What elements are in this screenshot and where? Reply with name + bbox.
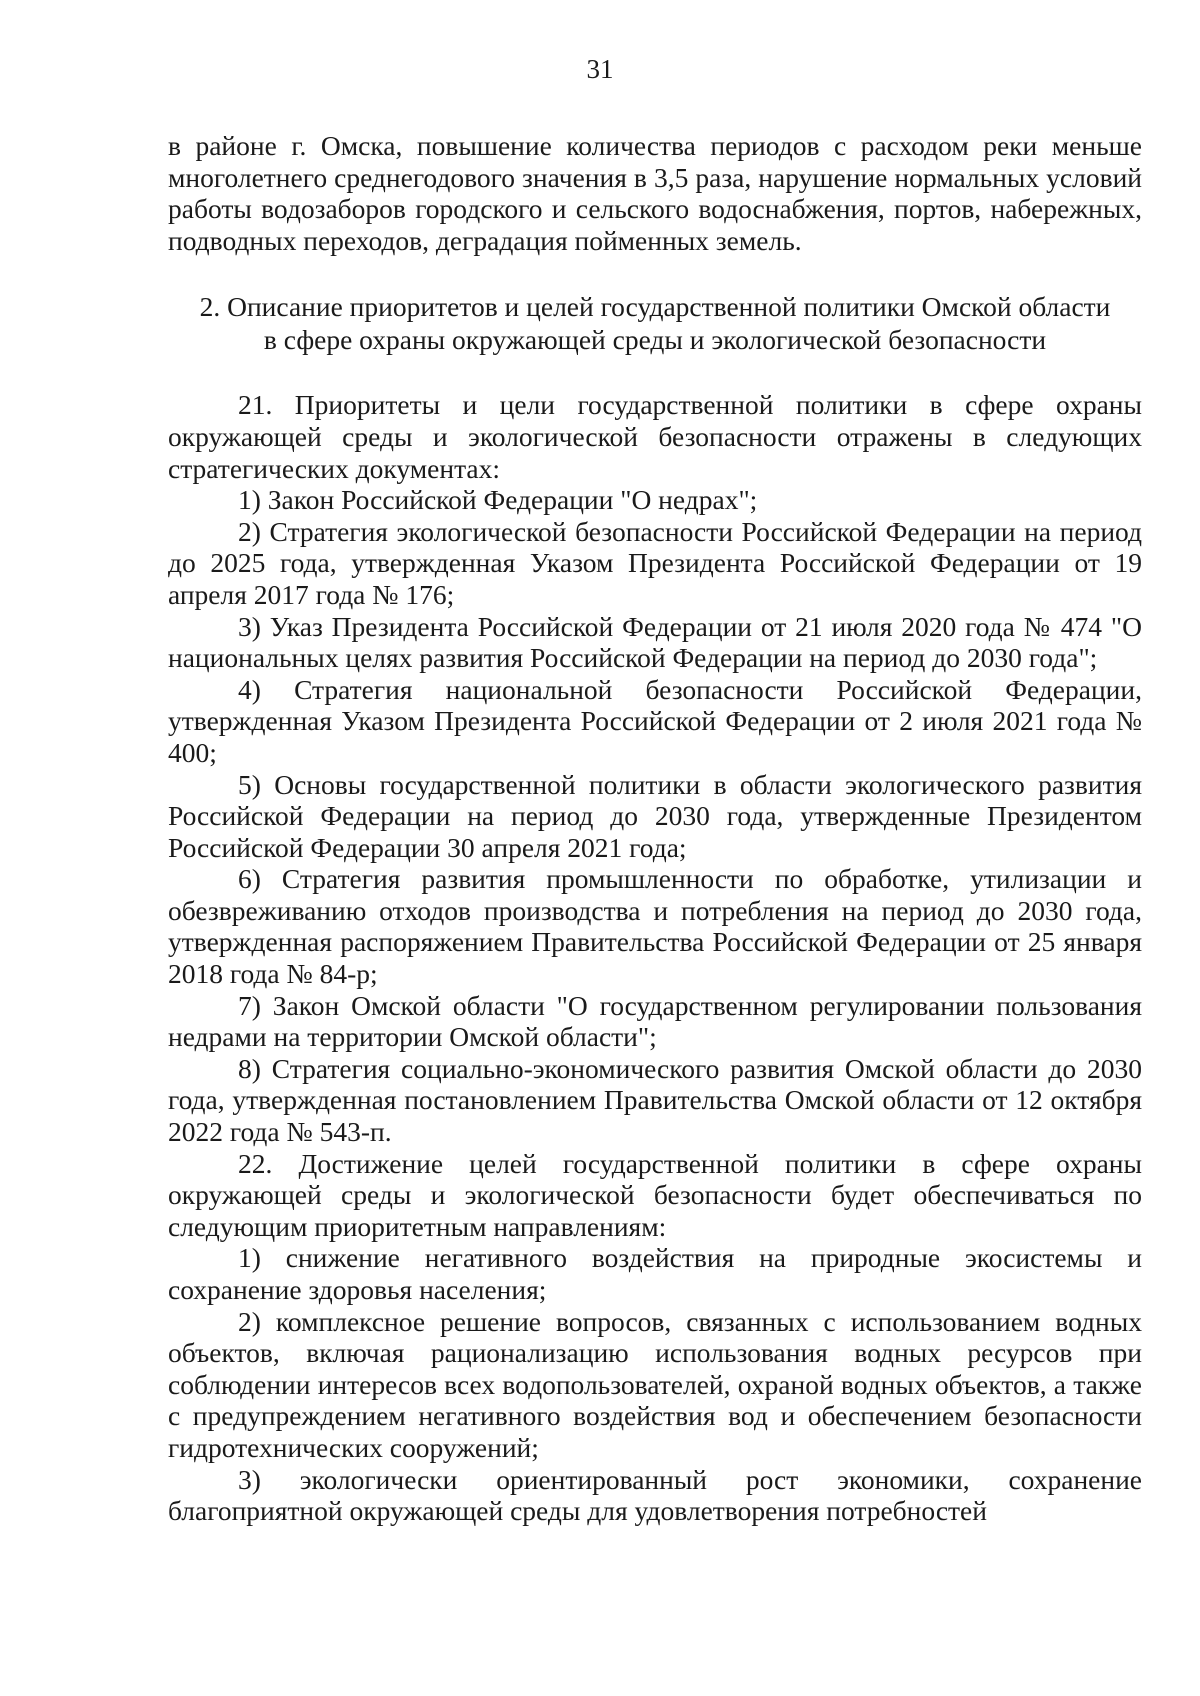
list-item-21-4: 4) Стратегия национальной безопасности Российской Федерации, утвержденная Указом Президента Российской Федерации от 2 июля 2021 года № 400; xyxy=(168,673,1142,768)
list-item-22-2: 2) комплексное решение вопросов, связанных с использованием водных объектов, включая рационализацию использования водных ресурсов при соблюдении интересов всех водопользователей, охраной водных объектов, а также с предупреждением негативного воздействия вод и обеспечением безопасности гидротехнических сооружений; xyxy=(168,1305,1142,1463)
list-item-21-8: 8) Стратегия социально-экономического развития Омской области до 2030 года, утвержденная постановлением Правительства Омской области от 12 октября 2022 года № 543-п. xyxy=(168,1052,1142,1148)
list-item-21-3: 3) Указ Президента Российской Федерации от 21 июля 2020 года № 474 "О национальных целях развития Российской Федерации на период до 2030 года"; xyxy=(168,610,1142,674)
intro-paragraph: в районе г. Омска, повышение количества периодов с расходом реки меньше многолетнего среднегодового значения в 3,5 раза, нарушение нормальных условий работы водозаборов городского и сельского водоснабжения, портов, набережных, подводных переходов, деградация пойменных земель. xyxy=(168,130,1142,256)
list-item-21-7: 7) Закон Омской области "О государственном регулировании пользования недрами на территории Омской области"; xyxy=(168,989,1142,1053)
paragraph-22: 22. Достижение целей государственной политики в сфере охраны окружающей среды и экологической безопасности будет обеспечиваться по следующим приоритетным направлениям: xyxy=(168,1147,1142,1242)
list-item-22-1: 1) снижение негативного воздействия на природные экосистемы и сохранение здоровья населения; xyxy=(168,1242,1142,1305)
section-heading xyxy=(168,290,1142,356)
list-item-22-3: 3) экологически ориентированный рост экономики, сохранение благоприятной окружающей среды для удовлетворения потребностей xyxy=(168,1463,1142,1527)
list-item-21-6: 6) Стратегия развития промышленности по обработке, утилизации и обезвреживанию отходов производства и потребления на период до 2030 года, утвержденная распоряжением Правительства Российской Федерации от 25 января 2018 года № 84-р; xyxy=(168,863,1142,990)
list-item-21-1: 1) Закон Российской Федерации "О недрах"; xyxy=(238,484,758,516)
page-number: 31 xyxy=(586,54,614,84)
section-heading-line-1: 2. Описание приоритетов и целей государственной политики Омской области xyxy=(199,291,1111,323)
list-item-21-5: 5) Основы государственной политики в области экологического развития Российской Федерации на период до 2030 года, утвержденные Президентом Российской Федерации 30 апреля 2021 года; xyxy=(168,768,1142,863)
section-heading-line-2: в сфере охраны окружающей среды и экологической безопасности xyxy=(263,324,1047,356)
paragraph-21: 21. Приоритеты и цели государственной политики в сфере охраны окружающей среды и экологической безопасности отражены в следующих стратегических документах: xyxy=(168,389,1142,484)
page-content xyxy=(168,130,1142,1527)
list-item-21-2: 2) Стратегия экологической безопасности Российской Федерации на период до 2025 года, утвержденная Указом Президента Российской Федерации от 19 апреля 2017 года № 176; xyxy=(168,515,1142,610)
